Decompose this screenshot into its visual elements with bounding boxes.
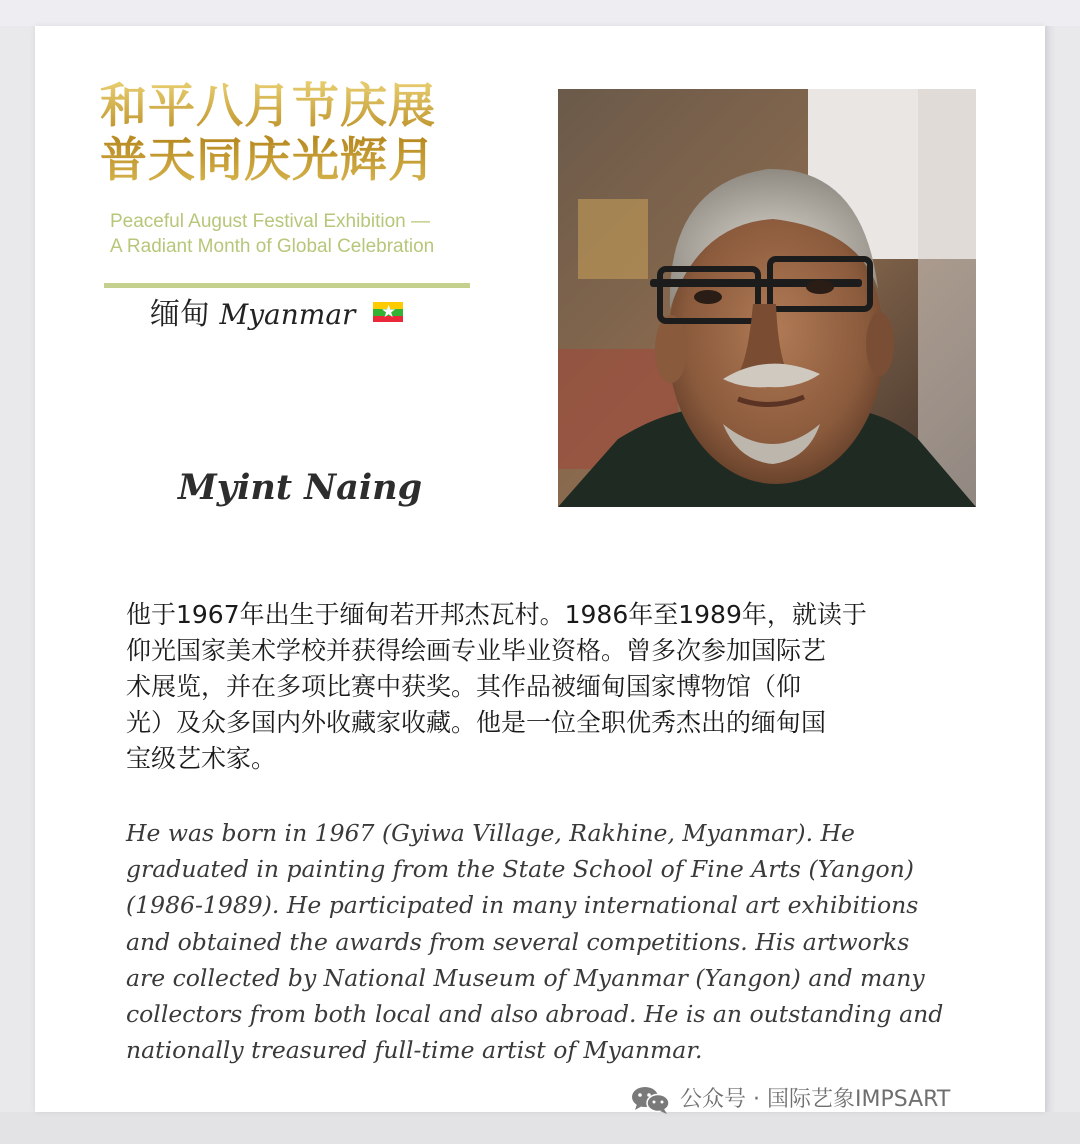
bio-zh-line: 术展览，并在多项比赛中获奖。其作品被缅甸国家博物馆（仰 bbox=[126, 672, 802, 701]
bio-english bbox=[126, 815, 1006, 1068]
bio-en-line: (1986-1989). He participated in many international art exhibitions bbox=[126, 891, 919, 920]
exhibition-title-en bbox=[110, 209, 434, 259]
title-en-line1: Peaceful August Festival Exhibition — bbox=[110, 211, 431, 232]
country-name-zh: 缅甸 bbox=[150, 297, 210, 332]
bottom-band bbox=[0, 1112, 1080, 1144]
bio-en-line: He was born in 1967 (Gyiwa Village, Rakhine, Myanmar). He bbox=[126, 819, 855, 847]
bio-en-line: graduated in painting from the State School of Fine Arts (Yangon) bbox=[126, 855, 914, 884]
bio-zh-line: 仰光国家美术学校并获得绘画专业毕业资格。曾多次参加国际艺 bbox=[126, 636, 827, 665]
myanmar-flag-icon: ★ bbox=[373, 302, 403, 322]
title-zh-line1: 和平八月节庆展 bbox=[100, 79, 436, 134]
title-en-line2: A Radiant Month of Global Celebration bbox=[110, 236, 435, 257]
title-zh-line2: 普天同庆光辉月 bbox=[100, 133, 436, 188]
bio-en-line: nationally treasured full-time artist of Myanmar. bbox=[126, 1036, 703, 1065]
bio-chinese bbox=[126, 597, 996, 777]
bio-en-line: and obtained the awards from several competitions. His artworks bbox=[126, 927, 910, 956]
artist-name: Myint Naing bbox=[178, 467, 423, 508]
watermark-text: 公众号 · 国际艺象IMPSART bbox=[680, 1087, 951, 1112]
exhibition-title-zh bbox=[100, 80, 436, 188]
country-name-en: Myanmar bbox=[219, 298, 356, 331]
bio-zh-line: 他于1967年出生于缅甸若开邦杰瓦村。1986年至1989年，就读于 bbox=[126, 600, 867, 629]
bio-zh-line: 宝级艺术家。 bbox=[126, 744, 277, 773]
country-label bbox=[150, 296, 403, 334]
wechat-icon bbox=[630, 1085, 672, 1115]
top-strip bbox=[0, 0, 1080, 26]
bio-zh-line: 光）及众多国内外收藏家收藏。他是一位全职优秀杰出的缅甸国 bbox=[126, 708, 827, 737]
title-divider bbox=[104, 283, 470, 288]
bio-en-line: collectors from both local and also abroad. He is an outstanding and bbox=[126, 1000, 944, 1029]
right-shadow bbox=[1045, 26, 1055, 1112]
artist-portrait bbox=[558, 89, 976, 507]
bio-en-line: are collected by National Museum of Myanmar (Yangon) and many bbox=[126, 963, 925, 992]
watermark[interactable] bbox=[630, 1084, 950, 1116]
